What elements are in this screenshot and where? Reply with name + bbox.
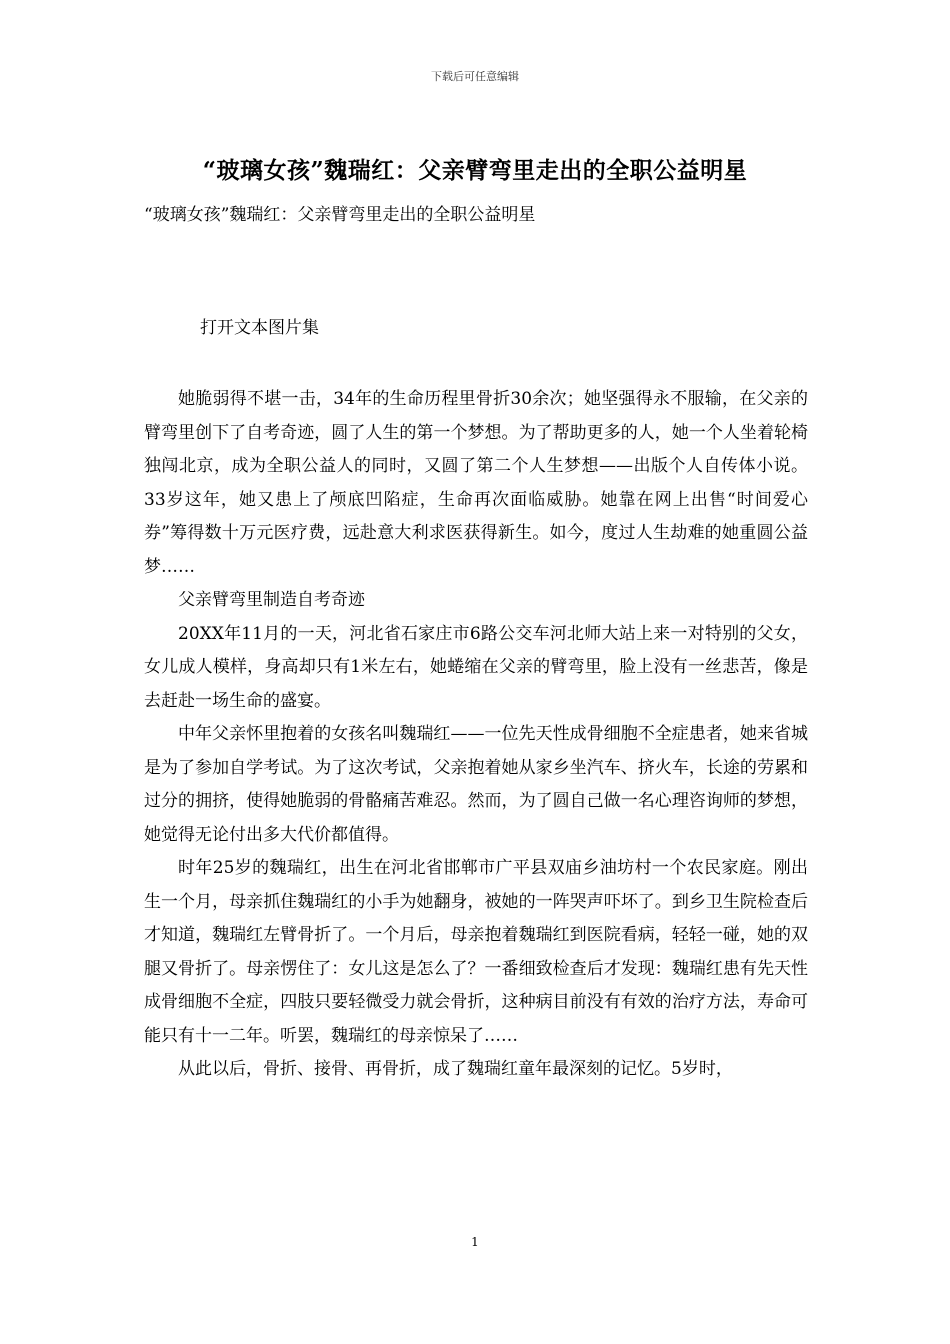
article-paragraph: 20XX年11月的一天，河北省石家庄市6路公交车河北师大站上来一对特别的父女，女儿成人模样，身高却只有1米左右，她蜷缩在父亲的臂弯里，脸上没有一丝悲苦，像是去赶赴一场生命的盛宴。 — [144, 623, 808, 711]
article-paragraph: 时年25岁的魏瑞红，出生在河北省邯郸市广平县双庙乡油坊村一个农民家庭。刚出生一个月，母亲抓住魏瑞红的小手为她翻身，被她的一阵哭声吓坏了。到乡卫生院检查后才知道，魏瑞红左臂骨折了。一个月后，母亲抱着魏瑞红到医院看病，轻轻一碰，她的双腿又骨折了。母亲愣住了：女儿这是怎么了？一番细致检查后才发现：魏瑞红患有先天性成骨细胞不全症，四肢只要轻微受力就会骨折，这种病目前没有有效的治疗方法，寿命可能只有十一二年。听罢，魏瑞红的母亲惊呆了…… — [144, 858, 808, 1046]
document-title: “玻璃女孩”魏瑞红：父亲臂弯里走出的全职公益明星 — [202, 157, 748, 184]
page-header-note: 下载后可任意编辑 — [431, 70, 519, 83]
article-paragraph: 从此以后，骨折、接骨、再骨折，成了魏瑞红童年最深刻的记忆。5岁时， — [178, 1059, 733, 1079]
section-heading: 父亲臂弯里制造自考奇迹 — [178, 590, 365, 610]
image-gallery-link[interactable]: 打开文本图片集 — [200, 318, 319, 338]
article-paragraph: 她脆弱得不堪一击，34年的生命历程里骨折30余次；她坚强得永不服输，在父亲的臂弯里创下了自考奇迹，圆了人生的第一个梦想。为了帮助更多的人，她一个人坐着轮椅独闯北京，成为全职公益人的同时，又圆了第二个人生梦想——出版个人自传体小说。33岁这年，她又患上了颅底凹陷症，生命再次面临威胁。她靠在网上出售“时间爱心券”筹得数十万元医疗费，远赴意大利求医获得新生。如今，度过人生劫难的她重圆公益梦…… — [144, 389, 808, 577]
page-number: 1 — [471, 1235, 479, 1249]
article-paragraph: 中年父亲怀里抱着的女孩名叫魏瑞红——一位先天性成骨细胞不全症患者，她来省城是为了参加自学考试。为了这次考试，父亲抱着她从家乡坐汽车、挤火车，长途的劳累和过分的拥挤，使得她脆弱的骨骼痛苦难忍。然而，为了圆自己做一名心理咨询师的梦想，她觉得无论付出多大代价都值得。 — [144, 724, 808, 845]
article-body — [144, 383, 808, 1087]
document-subtitle: “玻璃女孩”魏瑞红：父亲臂弯里走出的全职公益明星 — [144, 205, 536, 225]
